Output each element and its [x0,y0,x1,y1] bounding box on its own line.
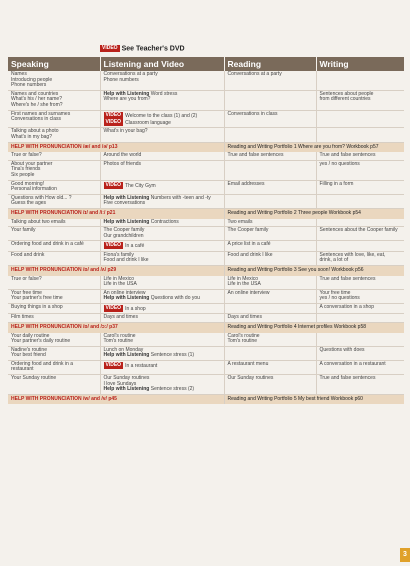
cell-line: Help with Listening Sentence stress (1) [103,352,195,359]
cell-line: VIDEO Classroom language [105,118,171,126]
cell-line: Life in Mexico [103,275,135,282]
cell-line: Six people [11,171,35,178]
writing-cell [316,71,404,90]
help-with-listening-label: Help with Listening [103,295,150,302]
cell-line: Life in the USA [227,281,261,288]
header-speaking: Speaking [8,57,100,71]
listening-cell [100,160,224,180]
header-writing: Writing [316,57,404,71]
reading-cell [224,128,316,142]
cell-line: Carol's routine [103,332,136,339]
syllabus-row [8,314,404,323]
help-with-listening-label: Help with Listening [103,352,150,359]
writing-cell [316,180,404,194]
writing-cell [316,152,404,160]
syllabus-row [8,90,404,110]
syllabus-row [8,360,404,374]
cell-line: Nadine's routine [11,346,47,353]
cell-line: Ordering food and drink in a café [11,241,84,248]
video-tag: VIDEO [105,181,122,188]
cell-line: Help with Listening Word stress [103,90,178,97]
reading-cell [224,180,316,194]
speaking-cell [8,314,100,323]
speaking-cell [8,251,100,265]
listening-cell [100,251,224,265]
speaking-cell [8,194,100,208]
cell-line: Five conversations [103,200,146,207]
pronunciation-item: HELP WITH PRONUNCIATION /æ/ and /ə/ p13 [8,142,224,152]
listening-cell [100,276,224,290]
listening-cell [100,227,224,241]
listening-cell [100,375,224,395]
portfolio-item: Reading and Writing Portfolio 4 Internet profiles Workbook p58 [224,322,404,332]
writing-cell [316,375,404,395]
listening-cell [100,194,224,208]
cell-line: True and false sentences [227,152,284,159]
cell-line: I love Sundays [103,380,137,387]
writing-cell [316,160,404,180]
reading-cell [224,375,316,395]
syllabus-row [8,152,404,160]
help-with-listening-label: Help with Listening [103,90,150,97]
pronunciation-band [8,142,404,152]
syllabus-row [8,241,404,251]
help-with-listening-label: Help with Listening [103,218,150,225]
reading-cell [224,346,316,360]
reading-cell [224,90,316,110]
cell-line: True or false? [11,152,42,159]
cell-line: Questions with does [319,346,365,353]
speaking-cell [8,152,100,160]
cell-line: Fiona's family [103,251,134,258]
writing-cell [316,251,404,265]
syllabus-row [8,346,404,360]
reading-cell [224,227,316,241]
pronunciation-band [8,265,404,275]
cell-line: The Cooper family [227,227,269,234]
cell-line: Phone numbers [11,82,47,89]
cell-line: Lunch on Monday [103,346,144,353]
cell-line: Personal information [11,186,57,193]
syllabus-row [8,251,404,265]
cell-line: Ordering food and drink in a restaurant [11,360,73,373]
reading-cell [224,152,316,160]
listening-cell [100,71,224,90]
cell-line: Your family [11,227,36,234]
speaking-cell [8,276,100,290]
syllabus-page [8,57,404,404]
header-reading: Reading [224,57,316,71]
cell-line: Names [11,71,27,77]
listening-cell [100,314,224,323]
listening-cell [100,346,224,360]
cell-line: A conversation in a restaurant [319,360,386,367]
listening-cell [100,180,224,194]
cell-line: What's in your bag? [103,128,148,135]
writing-cell [316,333,404,347]
writing-cell [316,289,404,303]
portfolio-item: Reading and Writing Portfolio 3 See you soon! Workbook p56 [224,265,404,275]
syllabus-row [8,219,404,227]
cell-line: Your daily routine [11,332,50,339]
portfolio-item: Reading and Writing Portfolio 1 Where are you from? Workbook p57 [224,142,404,152]
speaking-cell [8,333,100,347]
cell-line: Photos of friends [103,160,142,167]
writing-cell [316,219,404,227]
cell-line: Buying things in a shop [11,303,63,310]
speaking-cell [8,71,100,90]
pronunciation-item: HELP WITH PRONUNCIATION /ɒ/ and /ɔː/ p37 [8,322,224,332]
cell-line: Guess the ages [11,200,47,207]
cell-line: Tina's friends [11,166,41,173]
writing-cell [316,314,404,323]
cell-line: Our grandchildren [103,232,144,239]
reading-cell [224,276,316,290]
cell-line: Around the world [103,152,142,159]
cell-line: Talking about a photo [11,128,59,135]
listening-cell [100,110,224,128]
cell-line: Days and times [103,314,138,321]
cell-line: Sentences with love, like, eat, [319,251,386,258]
cell-line: Your partner's free time [11,295,63,302]
cell-line: VIDEO Welcome to the class (1) and (2) [105,111,198,119]
cell-line: Your partner's daily routine [11,338,71,345]
reading-cell [224,360,316,374]
cell-line: Food and drink I like [103,257,149,264]
cell-line: Email addresses [227,180,265,187]
reading-cell [224,314,316,323]
cell-line: Your free time [319,289,351,296]
reading-cell [224,303,316,313]
video-tag: VIDEO [105,111,122,118]
writing-cell [316,276,404,290]
writing-cell [316,128,404,142]
syllabus-row [8,227,404,241]
listening-cell [100,289,224,303]
help-with-listening-label: Help with Listening [103,194,150,201]
cell-line: Names and countries [11,90,59,97]
cell-line: Questions with How old... ? [11,194,72,201]
cell-line: An online interview [103,289,146,296]
cell-line: What's his / her name? [11,96,62,103]
cell-line: Help with Listening Sentence stress (2) [103,386,195,393]
cell-line: Conversations in class [11,116,62,123]
cell-line: Two emails [227,218,253,225]
listening-cell [100,360,224,374]
help-with-listening-label: Help with Listening [103,386,150,393]
cell-line: Food and drink I like [227,251,273,258]
pronunciation-band [8,394,404,404]
header-row [8,57,404,71]
cell-line: Your free time [11,289,42,296]
syllabus-row [8,71,404,90]
reading-cell [224,219,316,227]
syllabus-row [8,110,404,128]
reading-cell [224,110,316,128]
syllabus-table [8,57,405,404]
cell-line: Your Sunday routine [11,375,57,382]
video-tag: VIDEO [105,304,122,311]
cell-line: from different countries [319,96,371,103]
reading-cell [224,289,316,303]
pronunciation-item: HELP WITH PRONUNCIATION /ɒ/ and /ʌ/ p29 [8,265,224,275]
cell-line: Talking about two emails [11,218,66,225]
cell-line: Conversations at a party [103,71,158,77]
video-tag: VIDEO [105,242,122,249]
cell-line: VIDEO In a shop [105,304,146,312]
speaking-cell [8,346,100,360]
writing-cell [316,241,404,251]
cell-line: A conversation in a shop [319,303,374,310]
cell-line: Our Sunday routines [227,375,274,382]
syllabus-row [8,289,404,303]
video-tag: VIDEO [105,361,122,368]
cell-line: Sentences about people [319,90,374,97]
pronunciation-band [8,208,404,218]
listening-cell [100,333,224,347]
reading-cell [224,251,316,265]
cell-line: VIDEO In a restaurant [105,361,158,369]
syllabus-row [8,276,404,290]
cell-line: Life in Mexico [227,275,259,282]
video-tag: VIDEO [102,45,118,51]
cell-line: Your best friend [11,352,46,359]
cell-line: Film times [11,314,34,321]
writing-cell [316,303,404,313]
cell-line: A price list in a café [227,241,271,248]
cell-line: Conversations at a party [227,71,282,77]
speaking-cell [8,241,100,251]
cell-line: An online interview [227,289,270,296]
writing-cell [316,110,404,128]
listening-cell [100,219,224,227]
cell-line: yes / no questions [319,160,360,167]
speaking-cell [8,375,100,395]
speaking-cell [8,289,100,303]
portfolio-item: Reading and Writing Portfolio 5 My best friend Workbook p60 [224,394,404,404]
cell-line: Phone numbers [103,76,139,83]
cell-line: Where's he / she from? [11,101,63,108]
cell-line: Life in the USA [103,281,137,288]
writing-cell [316,194,404,208]
cell-line: True and false sentences [319,375,376,382]
listening-cell [100,90,224,110]
cell-line: What's in my bag? [11,134,52,140]
cell-line: Sentences about the Cooper family [319,227,398,234]
writing-cell [316,227,404,241]
cell-line: drink, a lot of [319,257,349,264]
cell-line: Where are you from? [103,96,151,103]
speaking-cell [8,128,100,142]
syllabus-row [8,375,404,395]
cell-line: VIDEO In a café [105,242,145,250]
speaking-cell [8,303,100,313]
speaking-cell [8,360,100,374]
pronunciation-item: HELP WITH PRONUNCIATION /w/ and /v/ p45 [8,394,224,404]
reading-cell [224,333,316,347]
reading-cell [224,160,316,180]
cell-line: Our Sunday routines [103,375,150,382]
reading-cell [224,71,316,90]
cell-line: Tom's routine [227,338,258,345]
reading-cell [224,241,316,251]
cell-line: True or false? [11,275,42,282]
speaking-cell [8,160,100,180]
writing-cell [316,360,404,374]
cell-line: Tom's routine [103,338,134,345]
video-tag: VIDEO [105,118,122,125]
cell-line: yes / no questions [319,295,360,302]
cell-line: Help with Listening Numbers with -teen and -ty [103,194,211,201]
cell-line: The Cooper family [103,227,145,234]
cell-line: Food and drink [11,251,45,258]
pronunciation-item: HELP WITH PRONUNCIATION /ɪ/ and /iː/ p21 [8,208,224,218]
cell-line: Help with Listening Contractions [103,218,179,225]
listening-cell [100,241,224,251]
cell-line: Filling in a form [319,180,354,187]
cell-line: First names and surnames [11,110,71,117]
syllabus-row [8,333,404,347]
cell-line: Conversations in class [227,110,278,117]
speaking-cell [8,90,100,110]
writing-cell [316,90,404,110]
cell-line: True and false sentences [319,152,376,159]
cell-line: Days and times [227,314,262,321]
pronunciation-band [8,322,404,332]
cell-line: VIDEO The City Gym [105,181,156,189]
listening-cell [100,128,224,142]
dvd-note [100,45,185,52]
page-number: 3 [400,548,410,562]
listening-cell [100,303,224,313]
syllabus-body [8,71,404,404]
cell-line: True and false sentences [319,275,376,282]
syllabus-row [8,160,404,180]
cell-line: Carol's routine [227,332,260,339]
cell-line: A restaurant menu [227,360,269,367]
portfolio-item: Reading and Writing Portfolio 2 Three people Workbook p54 [224,208,404,218]
dvd-note-text: See Teacher's DVD [121,45,185,53]
speaking-cell [8,219,100,227]
syllabus-row [8,194,404,208]
speaking-cell [8,180,100,194]
header-listening: Listening and Video [100,57,224,71]
listening-cell [100,152,224,160]
syllabus-row [8,180,404,194]
syllabus-row [8,128,404,142]
cell-line: Introducing people [11,76,53,83]
reading-cell [224,194,316,208]
speaking-cell [8,110,100,128]
cell-line: About your partner [11,160,53,167]
cell-line: Good morning! [11,180,45,187]
cell-line: Help with Listening Questions with do you [103,295,200,302]
syllabus-row [8,303,404,313]
speaking-cell [8,227,100,241]
writing-cell [316,346,404,360]
